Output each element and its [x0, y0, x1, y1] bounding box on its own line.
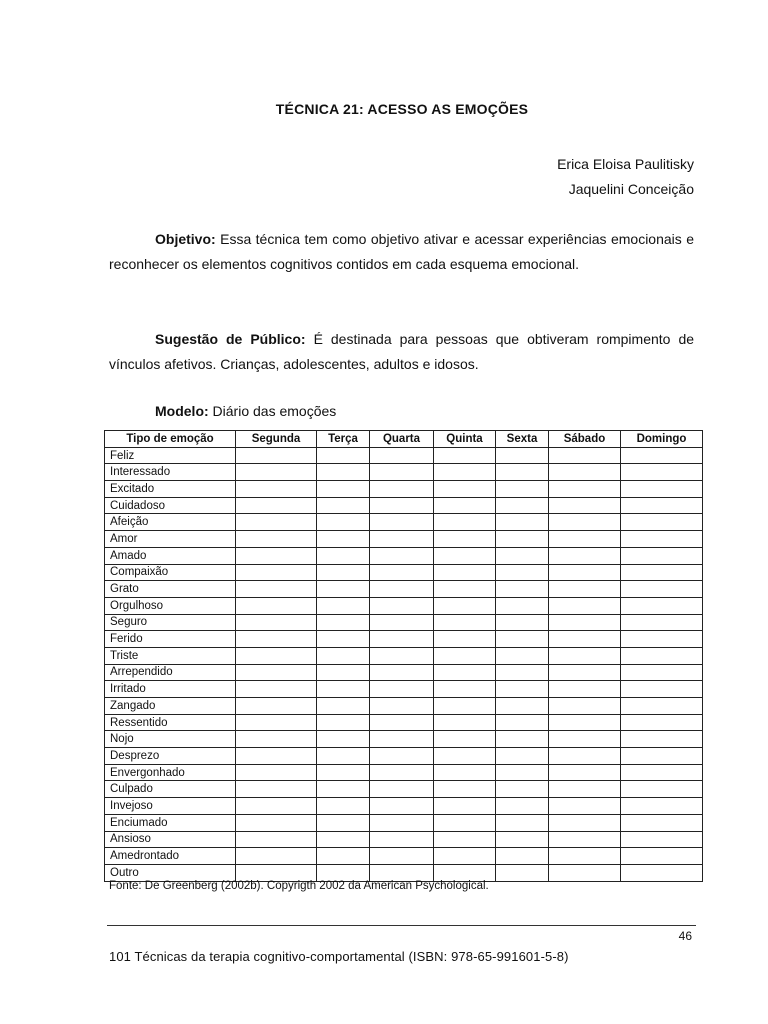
diary-cell[interactable]: [317, 781, 370, 798]
table-row: [105, 464, 703, 481]
diary-cell[interactable]: [496, 614, 549, 631]
diary-cell[interactable]: [317, 714, 370, 731]
diary-cell[interactable]: [370, 531, 434, 548]
diary-cell[interactable]: [236, 814, 317, 831]
diary-cell[interactable]: [434, 714, 496, 731]
diary-cell[interactable]: [496, 664, 549, 681]
diary-cell[interactable]: [549, 798, 621, 815]
diary-cell[interactable]: [434, 631, 496, 648]
diary-cell[interactable]: [496, 864, 549, 881]
emotion-label: Outro: [105, 864, 236, 881]
header-friday: Sexta: [496, 431, 549, 448]
diary-cell[interactable]: [370, 464, 434, 481]
diary-cell[interactable]: [317, 581, 370, 598]
diary-cell[interactable]: [317, 564, 370, 581]
diary-cell[interactable]: [549, 831, 621, 848]
diary-cell[interactable]: [236, 698, 317, 715]
diary-cell[interactable]: [549, 531, 621, 548]
emotion-label: Envergonhado: [105, 764, 236, 781]
diary-cell[interactable]: [621, 547, 703, 564]
diary-cell[interactable]: [317, 798, 370, 815]
diary-cell[interactable]: [317, 631, 370, 648]
diary-cell[interactable]: [621, 614, 703, 631]
table-row: [105, 597, 703, 614]
diary-cell[interactable]: [370, 647, 434, 664]
diary-cell[interactable]: [434, 481, 496, 498]
diary-cell[interactable]: [370, 514, 434, 531]
diary-cell[interactable]: [549, 864, 621, 881]
table-row: [105, 798, 703, 815]
diary-cell[interactable]: [317, 681, 370, 698]
emotion-label: Amor: [105, 531, 236, 548]
diary-cell[interactable]: [434, 831, 496, 848]
table-row: [105, 564, 703, 581]
diary-cell[interactable]: [434, 531, 496, 548]
page-title: TÉCNICA 21: ACESSO AS EMOÇÕES: [275, 101, 529, 117]
diary-cell[interactable]: [496, 814, 549, 831]
diary-cell[interactable]: [370, 447, 434, 464]
diary-cell[interactable]: [496, 464, 549, 481]
diary-cell[interactable]: [621, 597, 703, 614]
diary-cell[interactable]: [621, 798, 703, 815]
diary-cell[interactable]: [434, 798, 496, 815]
diary-cell[interactable]: [370, 714, 434, 731]
diary-cell[interactable]: [496, 764, 549, 781]
diary-cell[interactable]: [549, 447, 621, 464]
emotion-label: Excitado: [105, 481, 236, 498]
diary-cell[interactable]: [434, 564, 496, 581]
diary-cell[interactable]: [370, 831, 434, 848]
diary-cell[interactable]: [549, 514, 621, 531]
diary-cell[interactable]: [236, 564, 317, 581]
diary-cell[interactable]: [317, 814, 370, 831]
emotion-label: Ressentido: [105, 714, 236, 731]
diary-cell[interactable]: [370, 781, 434, 798]
diary-cell[interactable]: [236, 781, 317, 798]
emotion-label: Afeição: [105, 514, 236, 531]
diary-cell[interactable]: [496, 597, 549, 614]
audience-label: Sugestão de Público:: [155, 331, 306, 347]
table-row: [105, 764, 703, 781]
table-row: [105, 731, 703, 748]
table-row: [105, 481, 703, 498]
diary-cell[interactable]: [496, 714, 549, 731]
table-row: [105, 864, 703, 881]
diary-cell[interactable]: [317, 447, 370, 464]
diary-cell[interactable]: [370, 664, 434, 681]
table-row: [105, 698, 703, 715]
diary-cell[interactable]: [496, 547, 549, 564]
diary-cell[interactable]: [621, 447, 703, 464]
diary-cell[interactable]: [236, 764, 317, 781]
diary-cell[interactable]: [621, 814, 703, 831]
diary-cell[interactable]: [434, 597, 496, 614]
diary-cell[interactable]: [621, 731, 703, 748]
diary-cell[interactable]: [370, 864, 434, 881]
diary-cell[interactable]: [370, 497, 434, 514]
diary-cell[interactable]: [236, 447, 317, 464]
diary-cell[interactable]: [236, 731, 317, 748]
footer-divider: [107, 925, 696, 926]
header-wednesday: Quarta: [370, 431, 434, 448]
diary-cell[interactable]: [317, 698, 370, 715]
diary-cell[interactable]: [496, 581, 549, 598]
diary-cell[interactable]: [496, 647, 549, 664]
diary-cell[interactable]: [370, 581, 434, 598]
source-note: Fonte: De Greenberg (2002b). Copyrigth 2002 da American Psychological.: [109, 880, 489, 892]
diary-cell[interactable]: [236, 547, 317, 564]
diary-cell[interactable]: [370, 764, 434, 781]
diary-cell[interactable]: [236, 514, 317, 531]
diary-cell[interactable]: [549, 481, 621, 498]
emotion-label: Ferido: [105, 631, 236, 648]
emotion-label: Grato: [105, 581, 236, 598]
diary-cell[interactable]: [370, 681, 434, 698]
table-row: [105, 531, 703, 548]
diary-cell[interactable]: [434, 497, 496, 514]
diary-cell[interactable]: [434, 664, 496, 681]
table-row: [105, 814, 703, 831]
table-row: [105, 631, 703, 648]
diary-cell[interactable]: [621, 514, 703, 531]
diary-cell[interactable]: [496, 531, 549, 548]
table-row: [105, 664, 703, 681]
diary-cell[interactable]: [317, 514, 370, 531]
header-sunday: Domingo: [621, 431, 703, 448]
model-text: Diário das emoções: [212, 403, 337, 419]
table-header-row: [105, 431, 703, 448]
header-saturday: Sábado: [549, 431, 621, 448]
diary-cell[interactable]: [236, 714, 317, 731]
emotion-label: Amado: [105, 547, 236, 564]
diary-cell[interactable]: [434, 514, 496, 531]
table-row: [105, 614, 703, 631]
diary-cell[interactable]: [549, 647, 621, 664]
diary-cell[interactable]: [236, 614, 317, 631]
diary-cell[interactable]: [434, 864, 496, 881]
diary-cell[interactable]: [549, 614, 621, 631]
diary-cell[interactable]: [317, 748, 370, 765]
diary-cell[interactable]: [236, 597, 317, 614]
diary-cell[interactable]: [370, 564, 434, 581]
diary-cell[interactable]: [621, 464, 703, 481]
diary-cell[interactable]: [549, 781, 621, 798]
diary-cell[interactable]: [236, 631, 317, 648]
table-row: [105, 748, 703, 765]
table-row: [105, 447, 703, 464]
table-row: [105, 831, 703, 848]
diary-cell[interactable]: [549, 714, 621, 731]
diary-cell[interactable]: [496, 731, 549, 748]
diary-cell[interactable]: [434, 447, 496, 464]
emotion-label: Desprezo: [105, 748, 236, 765]
diary-cell[interactable]: [434, 581, 496, 598]
table-row: [105, 497, 703, 514]
diary-cell[interactable]: [434, 681, 496, 698]
emotion-diary-table: [104, 430, 703, 882]
header-thursday: Quinta: [434, 431, 496, 448]
emotion-label: Culpado: [105, 781, 236, 798]
diary-cell[interactable]: [434, 731, 496, 748]
table-row: [105, 647, 703, 664]
diary-cell[interactable]: [549, 564, 621, 581]
diary-cell[interactable]: [496, 481, 549, 498]
diary-cell[interactable]: [317, 864, 370, 881]
emotion-label: Cuidadoso: [105, 497, 236, 514]
diary-cell[interactable]: [236, 748, 317, 765]
diary-cell[interactable]: [236, 798, 317, 815]
diary-cell[interactable]: [621, 481, 703, 498]
emotion-label: Feliz: [105, 447, 236, 464]
model-line: [155, 403, 336, 419]
diary-cell[interactable]: [496, 631, 549, 648]
diary-cell[interactable]: [434, 781, 496, 798]
diary-cell[interactable]: [317, 731, 370, 748]
diary-cell[interactable]: [621, 831, 703, 848]
diary-cell[interactable]: [434, 764, 496, 781]
diary-cell[interactable]: [236, 681, 317, 698]
diary-cell[interactable]: [496, 698, 549, 715]
diary-cell[interactable]: [236, 848, 317, 865]
diary-cell[interactable]: [496, 447, 549, 464]
diary-cell[interactable]: [317, 764, 370, 781]
diary-cell[interactable]: [496, 564, 549, 581]
diary-cell[interactable]: [370, 481, 434, 498]
diary-cell[interactable]: [370, 814, 434, 831]
diary-cell[interactable]: [317, 481, 370, 498]
author-1: Erica Eloisa Paulitisky: [557, 156, 694, 172]
diary-cell[interactable]: [317, 547, 370, 564]
diary-cell[interactable]: [370, 848, 434, 865]
diary-cell[interactable]: [621, 631, 703, 648]
diary-cell[interactable]: [496, 781, 549, 798]
diary-cell[interactable]: [549, 731, 621, 748]
diary-cell[interactable]: [370, 631, 434, 648]
diary-cell[interactable]: [236, 497, 317, 514]
diary-cell[interactable]: [621, 781, 703, 798]
diary-cell[interactable]: [496, 497, 549, 514]
table-row: [105, 514, 703, 531]
table-row: [105, 581, 703, 598]
diary-cell[interactable]: [621, 664, 703, 681]
diary-cell[interactable]: [317, 848, 370, 865]
diary-cell[interactable]: [496, 848, 549, 865]
objective-text: Essa técnica tem como objetivo ativar e acessar experiências emocionais e reconhecer os elementos cognitivos contidos em cada esquema emocional.: [109, 231, 694, 272]
authors: [557, 152, 694, 202]
diary-cell[interactable]: [317, 614, 370, 631]
diary-cell[interactable]: [621, 581, 703, 598]
diary-cell[interactable]: [549, 664, 621, 681]
diary-cell[interactable]: [370, 614, 434, 631]
diary-cell[interactable]: [236, 647, 317, 664]
diary-cell[interactable]: [434, 614, 496, 631]
diary-cell[interactable]: [236, 531, 317, 548]
diary-cell[interactable]: [236, 581, 317, 598]
table-row: [105, 681, 703, 698]
diary-cell[interactable]: [236, 464, 317, 481]
objective-paragraph: [109, 227, 694, 277]
diary-cell[interactable]: [317, 497, 370, 514]
emotion-label: Irritado: [105, 681, 236, 698]
diary-cell[interactable]: [621, 497, 703, 514]
diary-cell[interactable]: [317, 531, 370, 548]
emotion-label: Interessado: [105, 464, 236, 481]
emotion-label: Orgulhoso: [105, 597, 236, 614]
header-emotion-type: Tipo de emoção: [105, 431, 236, 448]
diary-cell[interactable]: [370, 547, 434, 564]
emotion-label: Seguro: [105, 614, 236, 631]
objective-label: Objetivo:: [155, 231, 216, 247]
diary-cell[interactable]: [549, 581, 621, 598]
table-row: [105, 714, 703, 731]
header-tuesday: Terça: [317, 431, 370, 448]
diary-cell[interactable]: [549, 631, 621, 648]
diary-cell[interactable]: [621, 848, 703, 865]
diary-cell[interactable]: [621, 698, 703, 715]
diary-cell[interactable]: [621, 714, 703, 731]
table-row: [105, 547, 703, 564]
diary-cell[interactable]: [549, 848, 621, 865]
diary-cell[interactable]: [496, 514, 549, 531]
emotion-label: Invejoso: [105, 798, 236, 815]
emotion-label: Amedrontado: [105, 848, 236, 865]
diary-cell[interactable]: [549, 497, 621, 514]
emotion-label: Enciumado: [105, 814, 236, 831]
diary-cell[interactable]: [549, 547, 621, 564]
audience-paragraph: [109, 327, 694, 377]
diary-cell[interactable]: [549, 597, 621, 614]
diary-cell[interactable]: [549, 464, 621, 481]
diary-cell[interactable]: [621, 531, 703, 548]
diary-cell[interactable]: [236, 664, 317, 681]
header-monday: Segunda: [236, 431, 317, 448]
footer-book-info: 101 Técnicas da terapia cognitivo-comportamental (ISBN: 978-65-991601-5-8): [109, 949, 569, 964]
diary-cell[interactable]: [621, 864, 703, 881]
diary-cell[interactable]: [549, 748, 621, 765]
author-2: Jaquelini Conceição: [568, 181, 694, 197]
emotion-label: Nojo: [105, 731, 236, 748]
table-row: [105, 781, 703, 798]
table-row: [105, 848, 703, 865]
diary-cell[interactable]: [496, 681, 549, 698]
emotion-label: Triste: [105, 647, 236, 664]
diary-cell[interactable]: [621, 647, 703, 664]
diary-cell[interactable]: [549, 681, 621, 698]
diary-cell[interactable]: [434, 647, 496, 664]
diary-cell[interactable]: [236, 481, 317, 498]
emotion-label: Arrependido: [105, 664, 236, 681]
audience-text: É destinada para pessoas que obtiveram rompimento de vínculos afetivos. Crianças, adolescentes, adultos e idosos.: [109, 331, 695, 372]
diary-cell[interactable]: [370, 798, 434, 815]
page-number: 46: [678, 929, 692, 943]
diary-cell[interactable]: [370, 597, 434, 614]
diary-cell[interactable]: [549, 764, 621, 781]
diary-cell[interactable]: [621, 748, 703, 765]
diary-cell[interactable]: [317, 597, 370, 614]
model-label: Modelo:: [155, 403, 209, 419]
diary-cell[interactable]: [317, 464, 370, 481]
diary-cell[interactable]: [434, 748, 496, 765]
diary-cell[interactable]: [434, 464, 496, 481]
diary-cell[interactable]: [621, 764, 703, 781]
diary-cell[interactable]: [621, 564, 703, 581]
emotion-label: Ansioso: [105, 831, 236, 848]
diary-cell[interactable]: [496, 748, 549, 765]
diary-cell[interactable]: [370, 698, 434, 715]
diary-cell[interactable]: [236, 864, 317, 881]
diary-cell[interactable]: [370, 731, 434, 748]
diary-cell[interactable]: [317, 664, 370, 681]
diary-cell[interactable]: [317, 647, 370, 664]
diary-cell[interactable]: [434, 698, 496, 715]
diary-cell[interactable]: [370, 748, 434, 765]
diary-cell[interactable]: [434, 814, 496, 831]
diary-cell[interactable]: [549, 698, 621, 715]
diary-cell[interactable]: [549, 814, 621, 831]
emotion-label: Zangado: [105, 698, 236, 715]
diary-cell[interactable]: [496, 798, 549, 815]
diary-cell[interactable]: [317, 831, 370, 848]
diary-cell[interactable]: [434, 547, 496, 564]
diary-cell[interactable]: [496, 831, 549, 848]
diary-cell[interactable]: [621, 681, 703, 698]
emotion-label: Compaixão: [105, 564, 236, 581]
diary-cell[interactable]: [434, 848, 496, 865]
diary-cell[interactable]: [236, 831, 317, 848]
